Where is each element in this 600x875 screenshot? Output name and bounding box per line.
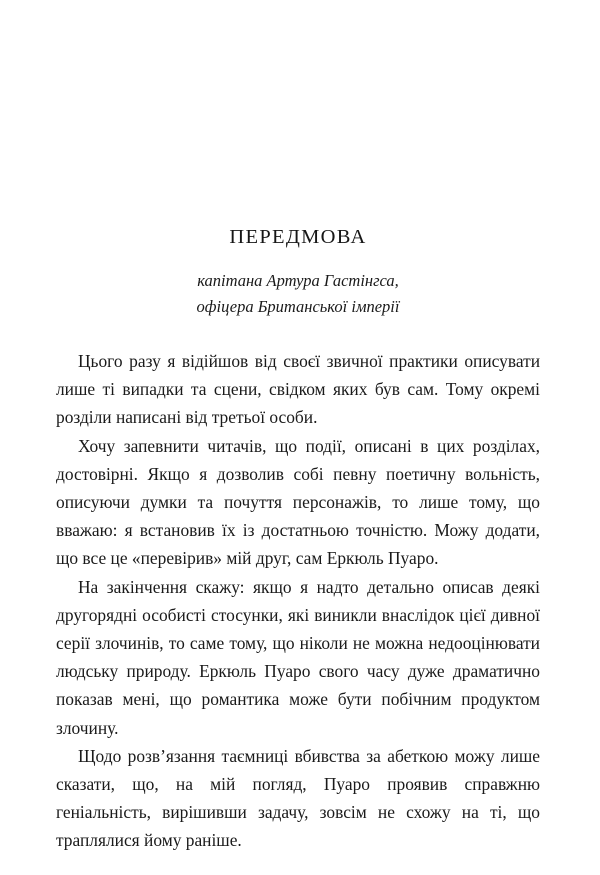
paragraph: Цього разу я відійшов від своєї звичної практики описувати лише ті випадки та сцени, свідком яких був сам. Тому окремі розділи написані від третьої особи.	[56, 350, 540, 428]
attribution-line-2: офіцера Британської імперії	[196, 297, 400, 317]
attribution-line-1: капітана Артура Гастінгса,	[197, 270, 399, 290]
paragraph: Щодо розв’язання таємниці вбивства за абеткою можу лише сказати, що, на мій погляд, Пуаро проявив справжню геніальність, вирішивши задачу, зовсім не схожу на ті, що траплялися йому раніше.	[56, 745, 540, 851]
paragraph: На закінчення скажу: якщо я надто детально описав деякі другорядні особисті стосунки, які виникли внаслідок цієї дивної серії злочинів, то саме тому, що ніколи не можна недооцінювати людську природу. Еркюль Пуаро свого часу дуже драматично показав мені, що романтика може бути побічним продуктом злочину.	[56, 576, 540, 738]
page-title: ПЕРЕДМОВА	[229, 226, 367, 248]
paragraph: Хочу запевнити читачів, що події, описані в цих розділах, достовірні. Якщо я дозволив собі певну поетичну вольність, описуючи думки та почуття персонажів, то лише тому, що вважаю: я встановив їх із достатньою точністю. Можу додати, що все це «перевірив» мій друг, сам Еркюль Пуаро.	[56, 435, 540, 569]
body-text	[56, 321, 540, 855]
page-content	[56, 0, 540, 855]
